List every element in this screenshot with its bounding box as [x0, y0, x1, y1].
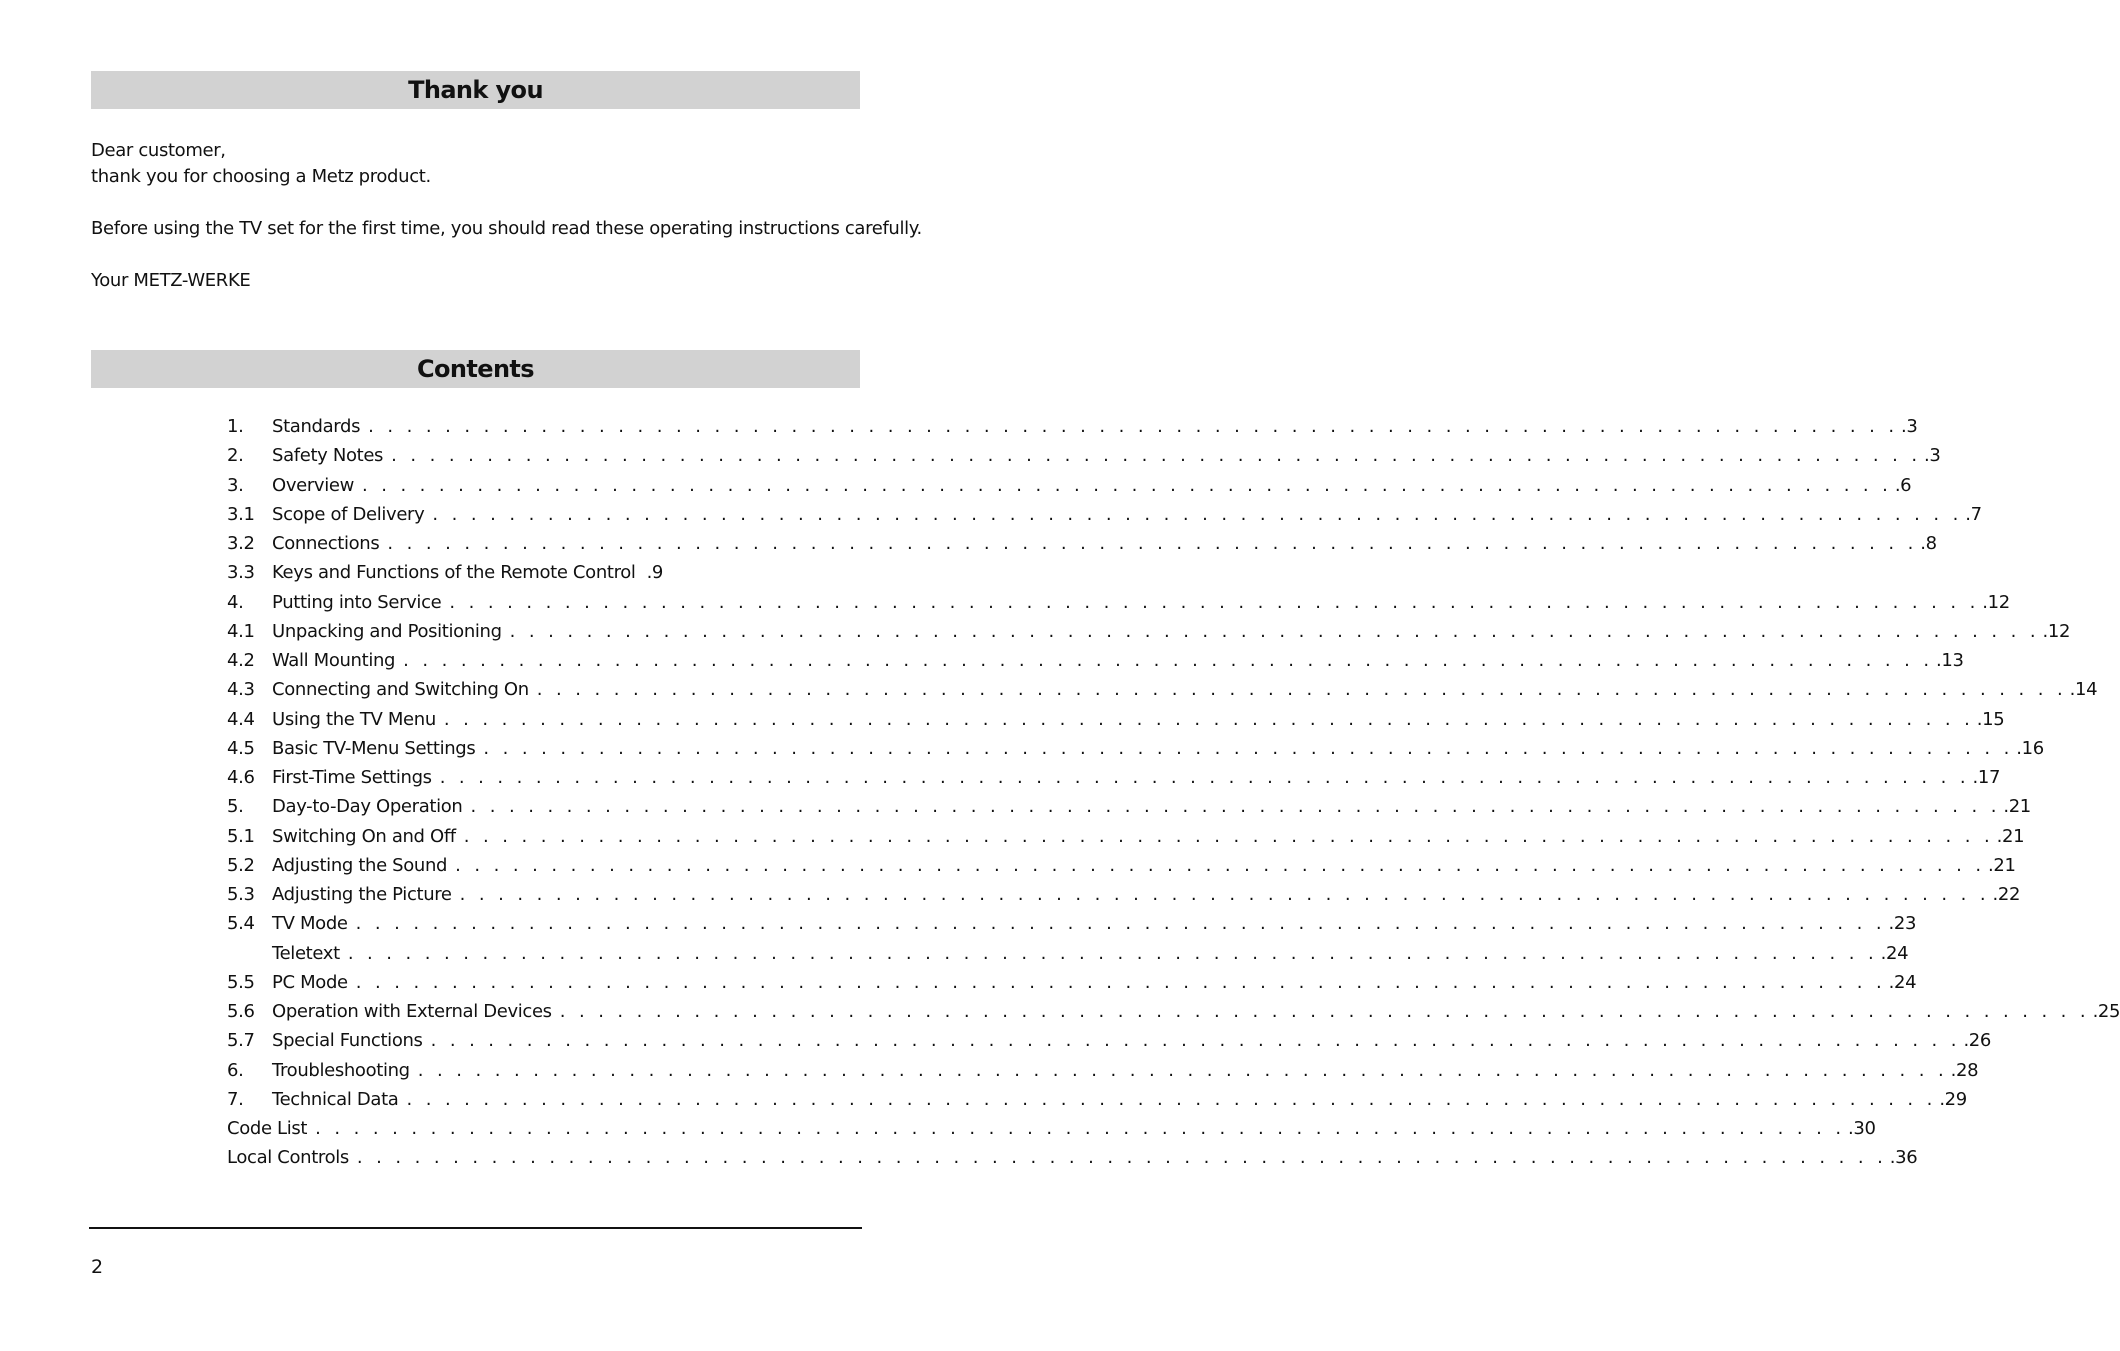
- dot-leader: . . . . . . . . . . . . . . . . . . . . . . . . . . . . . . . . . . . . . . . . . . . . . . . . . . . . . . . . . . . . . . . . . . . . . . . . . . . . . . . .: [387, 533, 1918, 554]
- toc-entry: [227, 880, 2021, 909]
- toc-entry: [227, 500, 1982, 529]
- toc-entry-page: .24: [1888, 971, 1917, 993]
- greeting-line: Dear customer,: [91, 140, 226, 161]
- toc-entry-page: .16: [2016, 737, 2044, 759]
- dot-leader: . . . . . . . . . . . . . . . . . . . . . . . . . . . . . . . . . . . . . . . . . . . . . . . . . . . . . . . . . . . . . . . . . . . . . . . . . . . . . . . .: [459, 884, 1990, 905]
- toc-entry: [227, 1056, 1979, 1085]
- toc-entry-page: .3: [1900, 416, 1918, 437]
- toc-entry-title: Overview: [272, 474, 354, 496]
- toc-entry-title: Unpacking and Positioning: [272, 620, 502, 642]
- toc-entry-page: .21: [1987, 854, 2016, 876]
- toc-entry: [227, 734, 2044, 763]
- paragraph-gap: [91, 190, 922, 216]
- toc-entry-title: Wall Mounting: [272, 650, 396, 671]
- dot-leader: . . . . . . . . . . . . . . . . . . . . . . . . . . . . . . . . . . . . . . . . . . . . . . . . . . . . . . . . . . . . . . . . . . . . . . . . . . . . . . . .: [315, 1118, 1845, 1139]
- contents-heading: Contents: [417, 355, 534, 383]
- toc-entry-page: .21: [2003, 796, 2031, 818]
- toc-entry-title: Standards: [272, 416, 361, 437]
- thank-you-heading: Thank you: [408, 76, 543, 104]
- dot-leader: . . . . . . . . . . . . . . . . . . . . . . . . . . . . . . . . . . . . . . . . . . . . . . . . . . . . . . . . . . . . . . . . . . . . . . . . . . . . . . . .: [356, 1147, 1887, 1169]
- dot-leader: . . . . . . . . . . . . . . . . . . . . . . . . . . . . . . . . . . . . . . . . . . . . . . . . . . . . . . . . . . . . . . . . . . . . . . . . . . . . . . . .: [463, 825, 1994, 847]
- toc-entry: [227, 471, 1912, 500]
- toc-entry-page: .15: [1976, 708, 2005, 730]
- dot-leader: . . . . . . . . . . . . . . . . . . . . . . . . . . . . . . . . . . . . . . . . . . . . . . . . . . . . . . . . . . . . . . . . . . . . . . . . . . . . . . . .: [430, 1030, 1961, 1052]
- thank-you-text: [91, 138, 922, 294]
- dot-leader: . . . . . . . . . . . . . . . . . . . . . . . . . . . . . . . . . . . . . . . . . . . . . . . . . . . . . . . . . . . . . . . . . . . . . . . . . . . . . . . .: [470, 796, 2001, 818]
- toc-entry-number: 5.: [227, 796, 244, 818]
- toc-entry-title: Scope of Delivery: [272, 503, 425, 525]
- toc-entry-number: 4.3: [227, 679, 255, 701]
- toc-entry-page: .9: [646, 562, 664, 584]
- toc-entry-number: 1.: [227, 416, 244, 437]
- contents-heading-bar: [91, 350, 860, 388]
- toc-entry-number: 5.6: [227, 1001, 255, 1022]
- toc-entry-page: .12: [1982, 591, 2010, 613]
- toc-entry: [227, 588, 2010, 617]
- toc-entry: [227, 909, 1917, 938]
- toc-entry-title: Basic TV-Menu Settings: [272, 737, 476, 759]
- toc-entry: [227, 412, 1918, 441]
- toc-entry-title: Code List: [227, 1118, 308, 1139]
- toc-entry-number: 3.3: [227, 562, 255, 584]
- toc-entry-number: 4.1: [227, 620, 255, 642]
- dot-leader: . . . . . . . . . . . . . . . . . . . . . . . . . . . . . . . . . . . . . . . . . . . . . . . . . . . . . . . . . . . . . . . . . . . . . . . . . . . . . . . .: [391, 445, 1921, 467]
- toc-entry-number: 5.7: [227, 1030, 255, 1052]
- thanks-line: thank you for choosing a Metz product.: [91, 166, 431, 187]
- toc-entry-title: Adjusting the Sound: [272, 854, 448, 876]
- dot-leader: . . . . . . . . . . . . . . . . . . . . . . . . . . . . . . . . . . . . . . . . . . . . . . . . . . . . . . . . . . . . . . . . . . . . . . . . . . . . . . . .: [417, 1059, 1948, 1081]
- toc-entry-page: .28: [1950, 1059, 1979, 1081]
- toc-entry: [227, 1143, 1918, 1172]
- toc-entry-page: .22: [1992, 884, 2021, 905]
- toc-entry: [227, 792, 2031, 821]
- toc-entry-title: Putting into Service: [272, 591, 442, 613]
- signature-line: Your METZ-WERKE: [91, 270, 251, 291]
- dot-leader: . . . . . . . . . . . . . . . . . . . . . . . . . . . . . . . . . . . . . . . . . . . . . . . . . . . . . . . . . . . . . . . . . . . . . . . . . . . . . . . .: [443, 708, 1974, 730]
- toc-entry-title: Using the TV Menu: [272, 708, 436, 730]
- dot-leader: . . . . . . . . . . . . . . . . . . . . . . . . . . . . . . . . . . . . . . . . . . . . . . . . . . . . . . . . . . . . . . . . . . . . . . . . . . . . . . . .: [403, 650, 1933, 671]
- toc-entry-number: 2.: [227, 445, 244, 467]
- toc-entry-page: .13: [1935, 650, 1964, 671]
- toc-entry-title: Adjusting the Picture: [272, 884, 452, 905]
- toc-entry-number: 6.: [227, 1059, 244, 1081]
- toc-entry-page: .8: [1920, 533, 1937, 554]
- toc-entry-number: 7.: [227, 1088, 244, 1110]
- toc-entry-title: Keys and Functions of the Remote Control: [272, 562, 636, 584]
- toc-entry-number: 5.4: [227, 913, 255, 935]
- footer-rule: [89, 1227, 862, 1229]
- dot-leader: . . . . . . . . . . . . . . . . . . . . . . . . . . . . . . . . . . . . . . . . . . . . . . . . . . . . . . . . . . . . . . . . . . . . . . . . . . . . . . . .: [559, 1001, 2090, 1022]
- toc-entry-number: 3.2: [227, 533, 255, 554]
- toc-entry-page: .17: [1972, 767, 2001, 788]
- toc-entry: [227, 529, 1937, 558]
- toc-entry-page: .7: [1965, 503, 1982, 525]
- page-number: 2: [91, 1256, 104, 1278]
- toc-entry: [227, 1026, 1992, 1055]
- dot-leader: . . . . . . . . . . . . . . . . . . . . . . . . . . . . . . . . . . . . . . . . . . . . . . . . . . . . . . . . . . . . . . . . . . . . . . . . . . . . . . . .: [439, 767, 1970, 788]
- dot-leader: . . . . . . . . . . . . . . . . . . . . . . . . . . . . . . . . . . . . . . . . . . . . . . . . . . . . . . . . . . . . . . . . . . . . . . . . . . . . . . . .: [483, 737, 2014, 759]
- toc-entry-page: .29: [1939, 1088, 1967, 1110]
- toc-entry-title: Safety Notes: [272, 445, 384, 467]
- toc-entry-page: .23: [1888, 913, 1917, 935]
- toc-entry: [227, 558, 664, 587]
- toc-entry-page: .14: [2069, 679, 2098, 701]
- toc-entry-number: 5.2: [227, 854, 255, 876]
- toc-entry-title: Switching On and Off: [272, 825, 456, 847]
- dot-leader: . . . . . . . . . . . . . . . . . . . . . . . . . . . . . . . . . . . . . . . . . . . . . . . . . . . . . . . . . . . . . . . . . . . . . . . . . . . . . . . .: [536, 679, 2067, 701]
- toc-entry-number: 5.1: [227, 825, 255, 847]
- toc-entry-title: Teletext: [272, 942, 340, 964]
- toc-entry-page: .21: [1996, 825, 2025, 847]
- toc-entry-page: .3: [1923, 445, 1941, 467]
- dot-leader: . . . . . . . . . . . . . . . . . . . . . . . . . . . . . . . . . . . . . . . . . . . . . . . . . . . . . . . . . . . . . . . . . . . . . . . . . . . . . . . .: [355, 913, 1886, 935]
- table-of-contents: [227, 412, 2120, 1173]
- toc-entry-page: .30: [1847, 1118, 1876, 1139]
- toc-entry: [227, 997, 2120, 1026]
- toc-entry-number: 5.5: [227, 971, 255, 993]
- toc-entry-number: 4.6: [227, 767, 255, 788]
- instructions-line: Before using the TV set for the first time, you should read these operating instructions carefully.: [91, 218, 922, 239]
- toc-entry: [227, 939, 1909, 968]
- dot-leader: . . . . . . . . . . . . . . . . . . . . . . . . . . . . . . . . . . . . . . . . . . . . . . . . . . . . . . . . . . . . . . . . . . . . . . . . . . . . . . . .: [347, 942, 1878, 964]
- dot-leader: . . . . . . . . . . . . . . . . . . . . . . . . . . . . . . . . . . . . . . . . . . . . . . . . . . . . . . . . . . . . . . . . . . . . . . . . . . . . . . . .: [406, 1088, 1937, 1110]
- toc-entry-number: 5.3: [227, 884, 255, 905]
- toc-entry-number: 3.1: [227, 503, 255, 525]
- toc-entry: [227, 1114, 1876, 1143]
- toc-entry-page: .6: [1894, 474, 1912, 496]
- toc-entry-title: First-Time Settings: [272, 767, 432, 788]
- toc-entry: [227, 441, 1941, 470]
- toc-entry-page: .36: [1889, 1147, 1918, 1169]
- thank-you-heading-bar: [91, 71, 860, 109]
- dot-leader: . . . . . . . . . . . . . . . . . . . . . . . . . . . . . . . . . . . . . . . . . . . . . . . . . . . . . . . . . . . . . . . . . . . . . . . . . . . . . . . .: [509, 620, 2040, 642]
- toc-entry-page: .24: [1880, 942, 1909, 964]
- toc-entry-title: Troubleshooting: [272, 1059, 410, 1081]
- toc-entry-number: 4.5: [227, 737, 255, 759]
- toc-entry-title: TV Mode: [272, 913, 348, 935]
- toc-entry-title: Local Controls: [227, 1147, 349, 1169]
- toc-entry-number: 4.2: [227, 650, 255, 671]
- dot-leader: . . . . . . . . . . . . . . . . . . . . . . . . . . . . . . . . . . . . . . . . . . . . . . . . . . . . . . . . . . . . . . . . . . . . . . . . . . . . . . . .: [432, 503, 1963, 525]
- toc-entry-number: 4.: [227, 591, 244, 613]
- toc-entry: [227, 646, 1964, 675]
- paragraph-gap: [91, 242, 922, 268]
- toc-entry-page: .26: [1963, 1030, 1992, 1052]
- toc-entry: [227, 763, 2001, 792]
- toc-entry-number: 3.: [227, 474, 244, 496]
- toc-entry-page: .12: [2042, 620, 2071, 642]
- toc-entry: [227, 851, 2016, 880]
- toc-entry: [227, 968, 1917, 997]
- dot-leader: . . . . . . . . . . . . . . . . . . . . . . . . . . . . . . . . . . . . . . . . . . . . . . . . . . . . . . . . . . . . . . . . . . . . . . . . . . . . . . . .: [449, 591, 1980, 613]
- toc-entry-title: Technical Data: [272, 1088, 399, 1110]
- dot-leader: . . . . . . . . . . . . . . . . . . . . . . . . . . . . . . . . . . . . . . . . . . . . . . . . . . . . . . . . . . . . . . . . . . . . . . . . . . . . . . . .: [361, 474, 1892, 496]
- toc-entry-title: Special Functions: [272, 1030, 423, 1052]
- toc-entry-title: Operation with External Devices: [272, 1001, 552, 1022]
- toc-entry-title: Connecting and Switching On: [272, 679, 529, 701]
- toc-entry: [227, 705, 2005, 734]
- dot-leader: . . . . . . . . . . . . . . . . . . . . . . . . . . . . . . . . . . . . . . . . . . . . . . . . . . . . . . . . . . . . . . . . . . . . . . . . . . . . . . . .: [368, 416, 1898, 437]
- toc-entry-number: 4.4: [227, 708, 255, 730]
- toc-entry-title: Day-to-Day Operation: [272, 796, 463, 818]
- toc-entry: [227, 822, 2025, 851]
- toc-entry: [227, 617, 2071, 646]
- toc-entry-title: Connections: [272, 533, 380, 554]
- toc-entry: [227, 675, 2098, 704]
- dot-leader: . . . . . . . . . . . . . . . . . . . . . . . . . . . . . . . . . . . . . . . . . . . . . . . . . . . . . . . . . . . . . . . . . . . . . . . . . . . . . . . .: [355, 971, 1886, 993]
- dot-leader: . . . . . . . . . . . . . . . . . . . . . . . . . . . . . . . . . . . . . . . . . . . . . . . . . . . . . . . . . . . . . . . . . . . . . . . . . . . . . . . .: [455, 854, 1985, 876]
- toc-entry-page: .25: [2092, 1001, 2120, 1022]
- toc-entry-title: PC Mode: [272, 971, 348, 993]
- toc-entry: [227, 1085, 1967, 1114]
